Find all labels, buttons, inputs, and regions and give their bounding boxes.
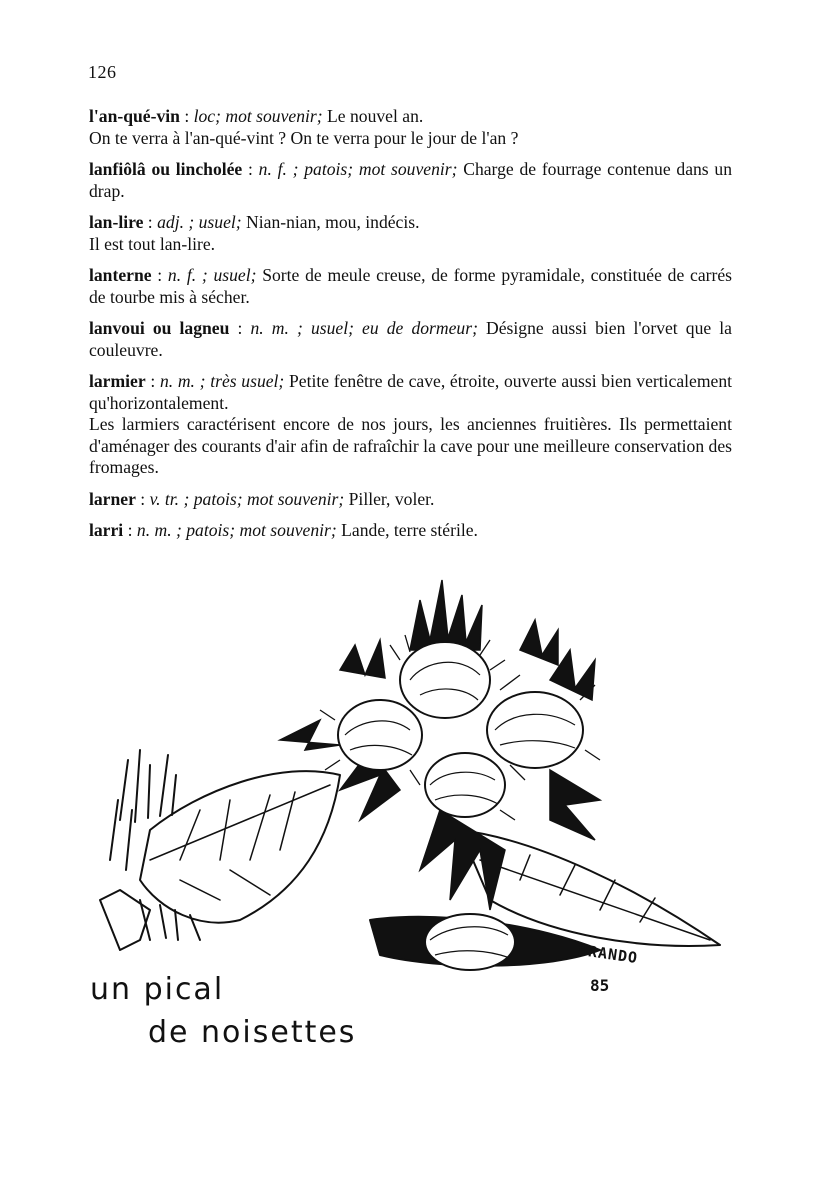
page-number: 126 — [88, 62, 117, 82]
entry-separator: : — [179, 106, 194, 126]
entry — [89, 371, 732, 479]
entry-definition: Piller, voler. — [344, 488, 435, 509]
entry-definition: Le nouvel an. — [322, 106, 424, 126]
entry-headword: larri — [89, 520, 124, 540]
entry-grammar: n. m. ; très usuel; — [159, 371, 285, 391]
entry-definition: Nian-nian, mou, indécis. — [241, 212, 420, 232]
entry-headword: lan-lire — [89, 212, 144, 232]
entry-definition: Désigne aussi bien l'orvet que la couleuvre. — [89, 318, 732, 360]
entry — [89, 265, 732, 308]
entry-definition: Sorte de meule creuse, de forme pyramidale, constituée de carrés de tourbe mis à sécher. — [89, 265, 732, 307]
entry-grammar: n. f. ; usuel; — [167, 265, 257, 285]
entry-example: Il est tout lan-lire. — [89, 233, 216, 254]
entry-definition: Petite fenêtre de cave, étroite, ouverte aussi bien verticalement qu'horizontalement. — [89, 371, 733, 413]
entry-separator: : — [229, 318, 251, 338]
illustration-caption-line-1: un pical — [90, 972, 225, 1007]
entry-definition: Lande, terre stérile. — [336, 520, 478, 540]
entry-headword: larner — [89, 488, 136, 509]
entry — [89, 212, 732, 255]
entry — [89, 318, 732, 361]
entry-headword: larmier — [89, 371, 146, 391]
entry-example: On te verra à l'an-qué-vint ? On te verra pour le jour de l'an ? — [89, 127, 519, 148]
entry — [89, 106, 732, 149]
entry-definition: Charge de fourrage contenue dans un drap. — [89, 159, 733, 201]
entry-example: Les larmiers caractérisent encore de nos jours, les anciennes fruitières. Ils permettaient d'aménager des courants d'air afin de rafraîchir la cave pour une meilleure conservation des fromages. — [89, 414, 732, 477]
entry-grammar: loc; mot souvenir; — [193, 106, 323, 126]
illustration-caption-line-2: de noisettes — [148, 1015, 357, 1050]
entry-headword: lanterne — [89, 265, 152, 285]
entry — [89, 489, 732, 511]
artist-signature: BRANDO — [577, 940, 640, 968]
entry-separator: : — [143, 212, 158, 232]
entry-grammar: n. m. ; usuel; eu de dormeur; — [250, 318, 478, 338]
entry-separator: : — [151, 265, 168, 285]
entry-list — [89, 106, 732, 552]
entry-headword: lanvoui ou lagneu — [89, 318, 230, 338]
entry-headword: lanfiôlâ ou lincholée — [89, 159, 243, 179]
entry — [89, 520, 732, 542]
entry-grammar: v. tr. ; patois; mot souvenir; — [149, 488, 345, 509]
entry-grammar: n. f. ; patois; mot souvenir; — [258, 159, 458, 179]
entry-grammar: adj. ; usuel; — [157, 212, 242, 232]
artist-signature-year: 85 — [590, 976, 610, 995]
entry-separator: : — [135, 488, 150, 509]
entry-grammar: n. m. ; patois; mot souvenir; — [136, 520, 337, 540]
entry-headword: l'an-qué-vin — [89, 106, 180, 126]
entry — [89, 159, 732, 202]
entry-separator: : — [145, 371, 160, 391]
entry-separator: : — [123, 520, 137, 540]
entry-separator: : — [242, 159, 259, 179]
